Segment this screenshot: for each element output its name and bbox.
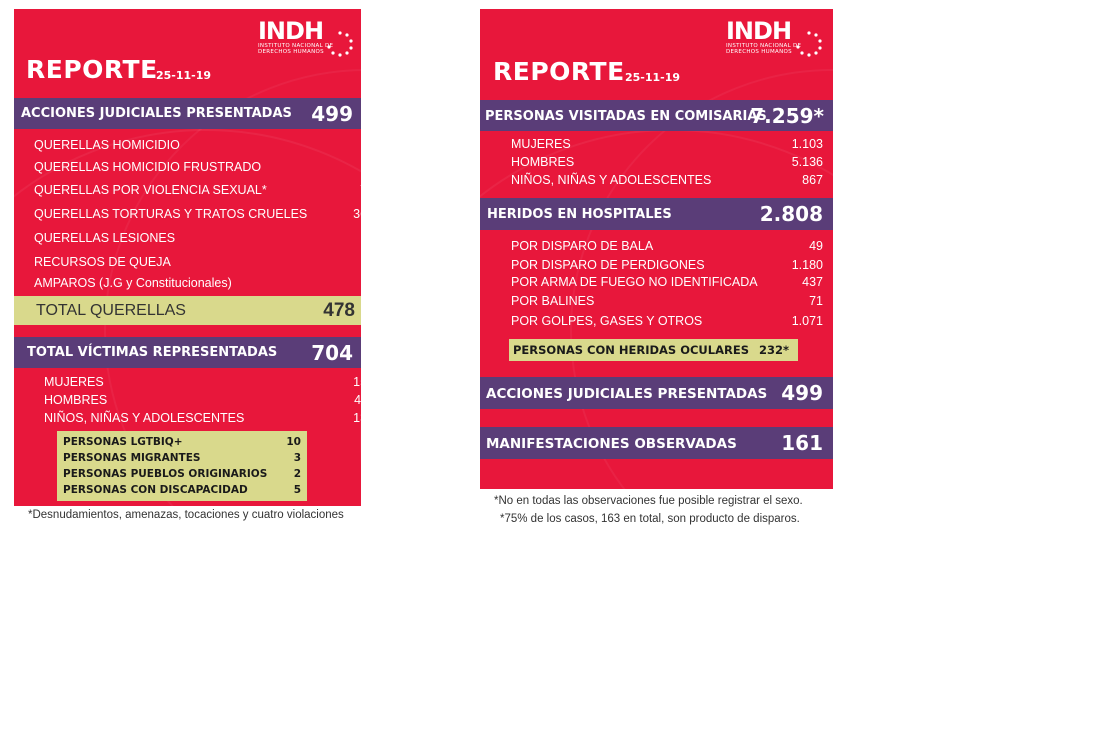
acciones-judiciales-label: ACCIONES JUDICIALES PRESENTADAS: [21, 106, 292, 121]
querella-row: [34, 276, 374, 290]
row-label: MUJERES: [44, 375, 104, 389]
heridos-label: HERIDOS EN HOSPITALES: [487, 207, 672, 222]
row-value: 7: [363, 160, 370, 174]
indh-logo: [726, 19, 801, 55]
report-title: REPORTE: [26, 55, 158, 84]
heridos-row: [511, 258, 823, 272]
row-label: PERSONAS MIGRANTES: [63, 452, 201, 464]
querella-row: [34, 207, 374, 221]
row-value: 2: [293, 468, 301, 480]
row-label: POR BALINES: [511, 294, 595, 308]
row-label: PERSONAS PUEBLOS ORIGINARIOS: [63, 468, 268, 480]
indh-logo: [258, 19, 333, 55]
row-label: POR DISPARO DE PERDIGONES: [511, 258, 705, 272]
logo-subtitle-1: INSTITUTO NACIONAL DE: [258, 43, 334, 49]
row-value: 1.071: [791, 314, 823, 328]
acciones-judiciales-value: 499: [781, 381, 823, 405]
querella-row: [34, 160, 370, 174]
logo-subtitle-2: DERECHOS HUMANOS: [726, 49, 792, 55]
report-date: 25-11-19: [625, 71, 681, 84]
row-label: NIÑOS, NIÑAS Y ADOLESCENTES: [511, 173, 712, 187]
comisarias-row: [511, 155, 823, 169]
row-value: 10: [286, 436, 301, 448]
total-querellas-label: TOTAL QUERELLAS: [36, 302, 186, 319]
row-value: 49: [809, 239, 823, 253]
row-label: POR ARMA DE FUEGO NO IDENTIFICADA: [511, 275, 758, 289]
heridos-row: [511, 239, 823, 253]
querella-row: [34, 183, 374, 197]
manifestaciones-label: MANIFESTACIONES OBSERVADAS: [486, 436, 737, 452]
heridos-value: 2.808: [759, 202, 823, 226]
manifestaciones-value: 161: [781, 431, 823, 455]
heridos-row: [511, 314, 823, 328]
manifestaciones-band: [480, 427, 833, 459]
comisarias-value: 7.259*: [750, 104, 824, 128]
row-label: RECURSOS DE QUEJA: [34, 255, 171, 269]
victimas-value: 704: [311, 341, 353, 365]
row-value: 71: [809, 294, 823, 308]
row-label: AMPAROS (J.G y Constitucionales): [34, 276, 232, 290]
footnote-right-1: *No en todas las observaciones fue posible registrar el sexo.: [494, 495, 803, 507]
row-label: HOMBRES: [511, 155, 575, 169]
row-label: PERSONAS CON DISCAPACIDAD: [63, 484, 248, 496]
acciones-judiciales-label: ACCIONES JUDICIALES PRESENTADAS: [486, 386, 768, 402]
report-title: REPORTE: [493, 57, 625, 86]
heridas-oculares-label: PERSONAS CON HERIDAS OCULARES: [513, 343, 749, 357]
report-date: 25-11-19: [156, 69, 212, 82]
comisarias-band: [480, 100, 833, 131]
row-value: 155: [353, 375, 374, 389]
row-value: 6: [363, 138, 370, 152]
row-label: QUERELLAS POR VIOLENCIA SEXUAL*: [34, 183, 267, 197]
row-label: QUERELLAS LESIONES: [34, 231, 176, 245]
row-value: 369: [353, 207, 374, 221]
heridos-band: [480, 198, 833, 230]
row-label: MUJERES: [511, 137, 571, 151]
querella-row: [34, 255, 370, 269]
logo-wordmark: INDH: [258, 17, 324, 45]
row-label: QUERELLAS TORTURAS Y TRATOS CRUELES: [34, 207, 308, 221]
row-label: POR GOLPES, GASES Y OTROS: [511, 314, 703, 328]
victimas-label: TOTAL VÍCTIMAS REPRESENTADAS: [27, 345, 278, 360]
victimas-row: [44, 411, 374, 425]
grupo-row: [63, 436, 301, 448]
row-label: NIÑOS, NIÑAS Y ADOLESCENTES: [44, 411, 245, 425]
row-value: 5.136: [791, 155, 823, 169]
row-label: POR DISPARO DE BALA: [511, 239, 654, 253]
row-value: 3: [293, 452, 301, 464]
row-value: 5: [293, 484, 301, 496]
grupos-box: [57, 431, 307, 501]
grupo-row: [63, 484, 301, 496]
report-card-left: [14, 9, 374, 506]
row-value: 867: [802, 173, 823, 187]
row-value: 1.103: [791, 137, 823, 151]
comisarias-row: [511, 137, 823, 151]
acciones-judiciales-value: 499: [311, 102, 353, 126]
row-label: HOMBRES: [44, 393, 108, 407]
row-value: 411: [354, 393, 374, 407]
comisarias-label: PERSONAS VISITADAS EN COMISARIAS: [485, 109, 767, 124]
victimas-row: [44, 375, 374, 389]
total-querellas-value: 478: [323, 300, 355, 321]
comisarias-row: [511, 173, 823, 187]
row-value: 15: [360, 276, 374, 290]
querella-row: [34, 231, 374, 245]
grupo-row: [63, 452, 301, 464]
row-value: 5: [363, 255, 370, 269]
report-card-right: [480, 9, 833, 489]
total-querellas-band: [14, 296, 361, 325]
logo-subtitle-1: INSTITUTO NACIONAL DE: [726, 43, 802, 49]
footnote-right-2: *75% de los casos, 163 en total, son producto de disparos.: [500, 513, 800, 525]
logo-wordmark: INDH: [726, 17, 792, 45]
row-value: 437: [802, 275, 823, 289]
heridas-oculares-band: [509, 339, 798, 361]
heridas-oculares-value: 232*: [759, 343, 790, 357]
victimas-row: [44, 393, 374, 407]
row-value: 14: [360, 231, 374, 245]
row-label: PERSONAS LGTBIQ+: [63, 436, 183, 448]
row-value: 137: [353, 411, 374, 425]
row-label: QUERELLAS HOMICIDIO: [34, 138, 180, 152]
heridos-row: [511, 275, 823, 289]
row-value: 1.180: [791, 258, 823, 272]
row-label: QUERELLAS HOMICIDIO FRUSTRADO: [34, 160, 262, 174]
querella-row: [34, 138, 370, 152]
victimas-band: [14, 337, 361, 368]
footnote-left: *Desnudamientos, amenazas, tocaciones y cuatro violaciones: [28, 509, 344, 521]
logo-subtitle-2: DERECHOS HUMANOS: [258, 49, 324, 55]
acciones-judiciales-band: [480, 377, 833, 409]
row-value: 79: [360, 183, 374, 197]
acciones-judiciales-band: [14, 98, 361, 129]
heridos-row: [511, 294, 823, 308]
grupo-row: [63, 468, 301, 480]
